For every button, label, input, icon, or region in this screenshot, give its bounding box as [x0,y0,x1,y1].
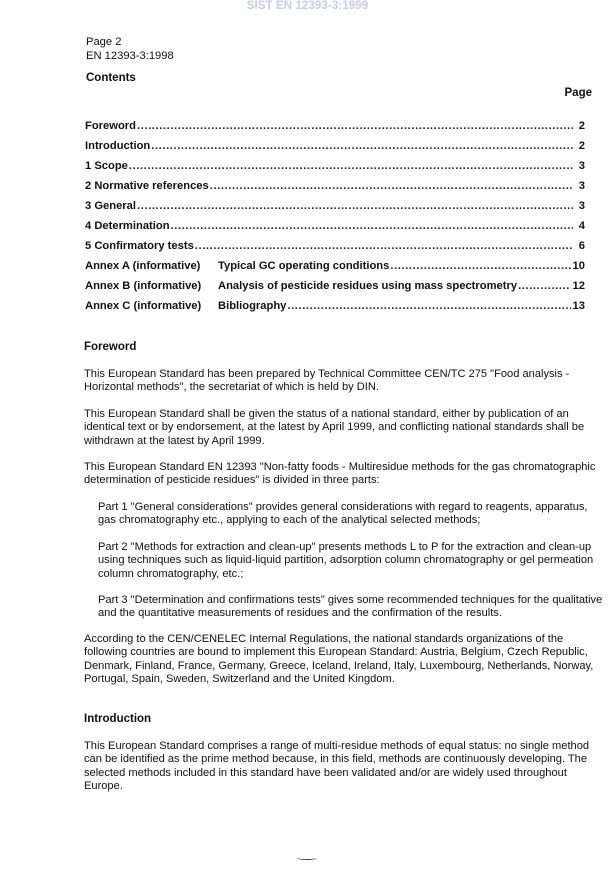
toc-entry-page: 2 [578,120,585,132]
footer-mark [297,856,317,860]
toc-entry-page: 3 [578,160,585,172]
toc-leader-dots [195,240,573,253]
foreword-paragraph: This European Standard shall be given the status of a national standard, either by publication of an identical text or by endorsement, at the latest by April 1999, and conflicting national standards shall be withdrawn at the latest by April 1999. [84,408,585,447]
document-id: EN 12393-3:1998 [86,49,174,62]
toc-leader-dots [390,260,570,273]
toc-leader-dots [171,220,573,233]
toc-entry-label: 2 Normative references [85,180,209,192]
toc-entry-foreword[interactable] [85,120,585,140]
toc-entry-general[interactable] [85,200,585,220]
foreword-heading: Foreword [84,341,137,353]
introduction-heading: Introduction [84,713,152,725]
toc-leader-dots [210,180,573,193]
toc-annex-label: Annex C (informative) [85,300,202,312]
toc-entry-label: Analysis of pesticide residues using mass spectrometry [218,280,518,292]
toc-entry-page: 3 [578,180,585,192]
toc-entry-label: Bibliography [218,300,287,312]
toc-leader-dots [287,300,570,313]
toc-entry-label: 5 Confirmatory tests [85,240,194,252]
page-header [86,36,174,63]
toc-annex-label: Annex B (informative) [85,280,202,292]
toc-entry-annex-b[interactable] [85,280,585,300]
toc-entry-page: 2 [578,140,585,152]
part-description: Part 1 "General considerations" provides general considerations with regard to reagents, apparatus, gas chromatography etc., applying to each of the analytical selected methods; [98,501,588,527]
toc-entry-page: 10 [572,260,585,272]
foreword-paragraph: According to the CEN/CENELEC Internal Regulations, the national standards organizations of the following countries are bound to implement this European Standard: Austria, Belgium, Czech Republic, Denmark, Finland, France, Germany, Greece, Iceland, Ireland, Italy, Luxembourg, Netherlands, Norway, Portugal, Spain, Sweden, Switzerland and the United Kingdom. [84,633,594,686]
watermark: SIST EN 12393-3:1999 [246,0,369,12]
toc-entry-page: 4 [578,220,585,232]
toc-entry-label: Foreword [85,120,136,132]
toc-leader-dots [129,160,573,173]
toc-leader-dots [151,140,573,153]
toc-entry-annex-c[interactable] [85,300,585,320]
toc-entry-label: Introduction [85,140,151,152]
toc-leader-dots [518,280,570,293]
toc-entry-annex-a[interactable] [85,260,585,280]
toc-entry-scope[interactable] [85,160,585,180]
toc-entry-introduction[interactable] [85,140,585,160]
toc-entry-page: 6 [578,240,585,252]
toc-entry-label: 4 Determination [85,220,170,232]
toc-leader-dots [137,200,573,213]
page-number: Page 2 [86,36,122,48]
page-column-label: Page [564,87,592,99]
toc-entry-label: 1 Scope [85,160,128,172]
toc-entry-page: 3 [578,200,585,212]
toc-entry-page: 13 [572,300,585,312]
toc-entry-normative-references[interactable] [85,180,585,200]
toc-entry-label: Typical GC operating conditions [218,260,390,272]
part-description: Part 2 "Methods for extraction and clean-up" presents methods L to P for the extraction and clean-up using techniques such as liquid-liquid partition, adsorption column chromatography or gel permeation column chromatography, etc.; [98,541,594,580]
toc-entry-confirmatory-tests[interactable] [85,240,585,260]
foreword-paragraph: This European Standard has been prepared by Technical Committee CEN/TC 275 "Food analysis - Horizontal methods", the secretariat of which is held by DIN. [84,368,570,394]
table-of-contents [85,120,585,320]
foreword-paragraph: This European Standard EN 12393 "Non-fatty foods - Multiresidue methods for the gas chromatographic determination of pesticide residues" is divided in three parts: [84,461,596,487]
toc-annex-label: Annex A (informative) [85,260,201,272]
toc-entry-determination[interactable] [85,220,585,240]
toc-entry-page: 12 [572,280,585,292]
part-description: Part 3 "Determination and confirmations tests" gives some recommended techniques for the qualitative and the quantitative measurements of residues and the confirmation of the results. [98,594,603,620]
introduction-paragraph: This European Standard comprises a range of multi-residue methods of equal status: no single method can be identified as the prime method because, in this field, methods are continuously developing. The selected methods included in this standard have been validated and/or are widely used throughout Europe. [84,740,590,793]
toc-leader-dots [137,120,573,133]
toc-entry-label: 3 General [85,200,136,212]
contents-title: Contents [86,72,136,84]
